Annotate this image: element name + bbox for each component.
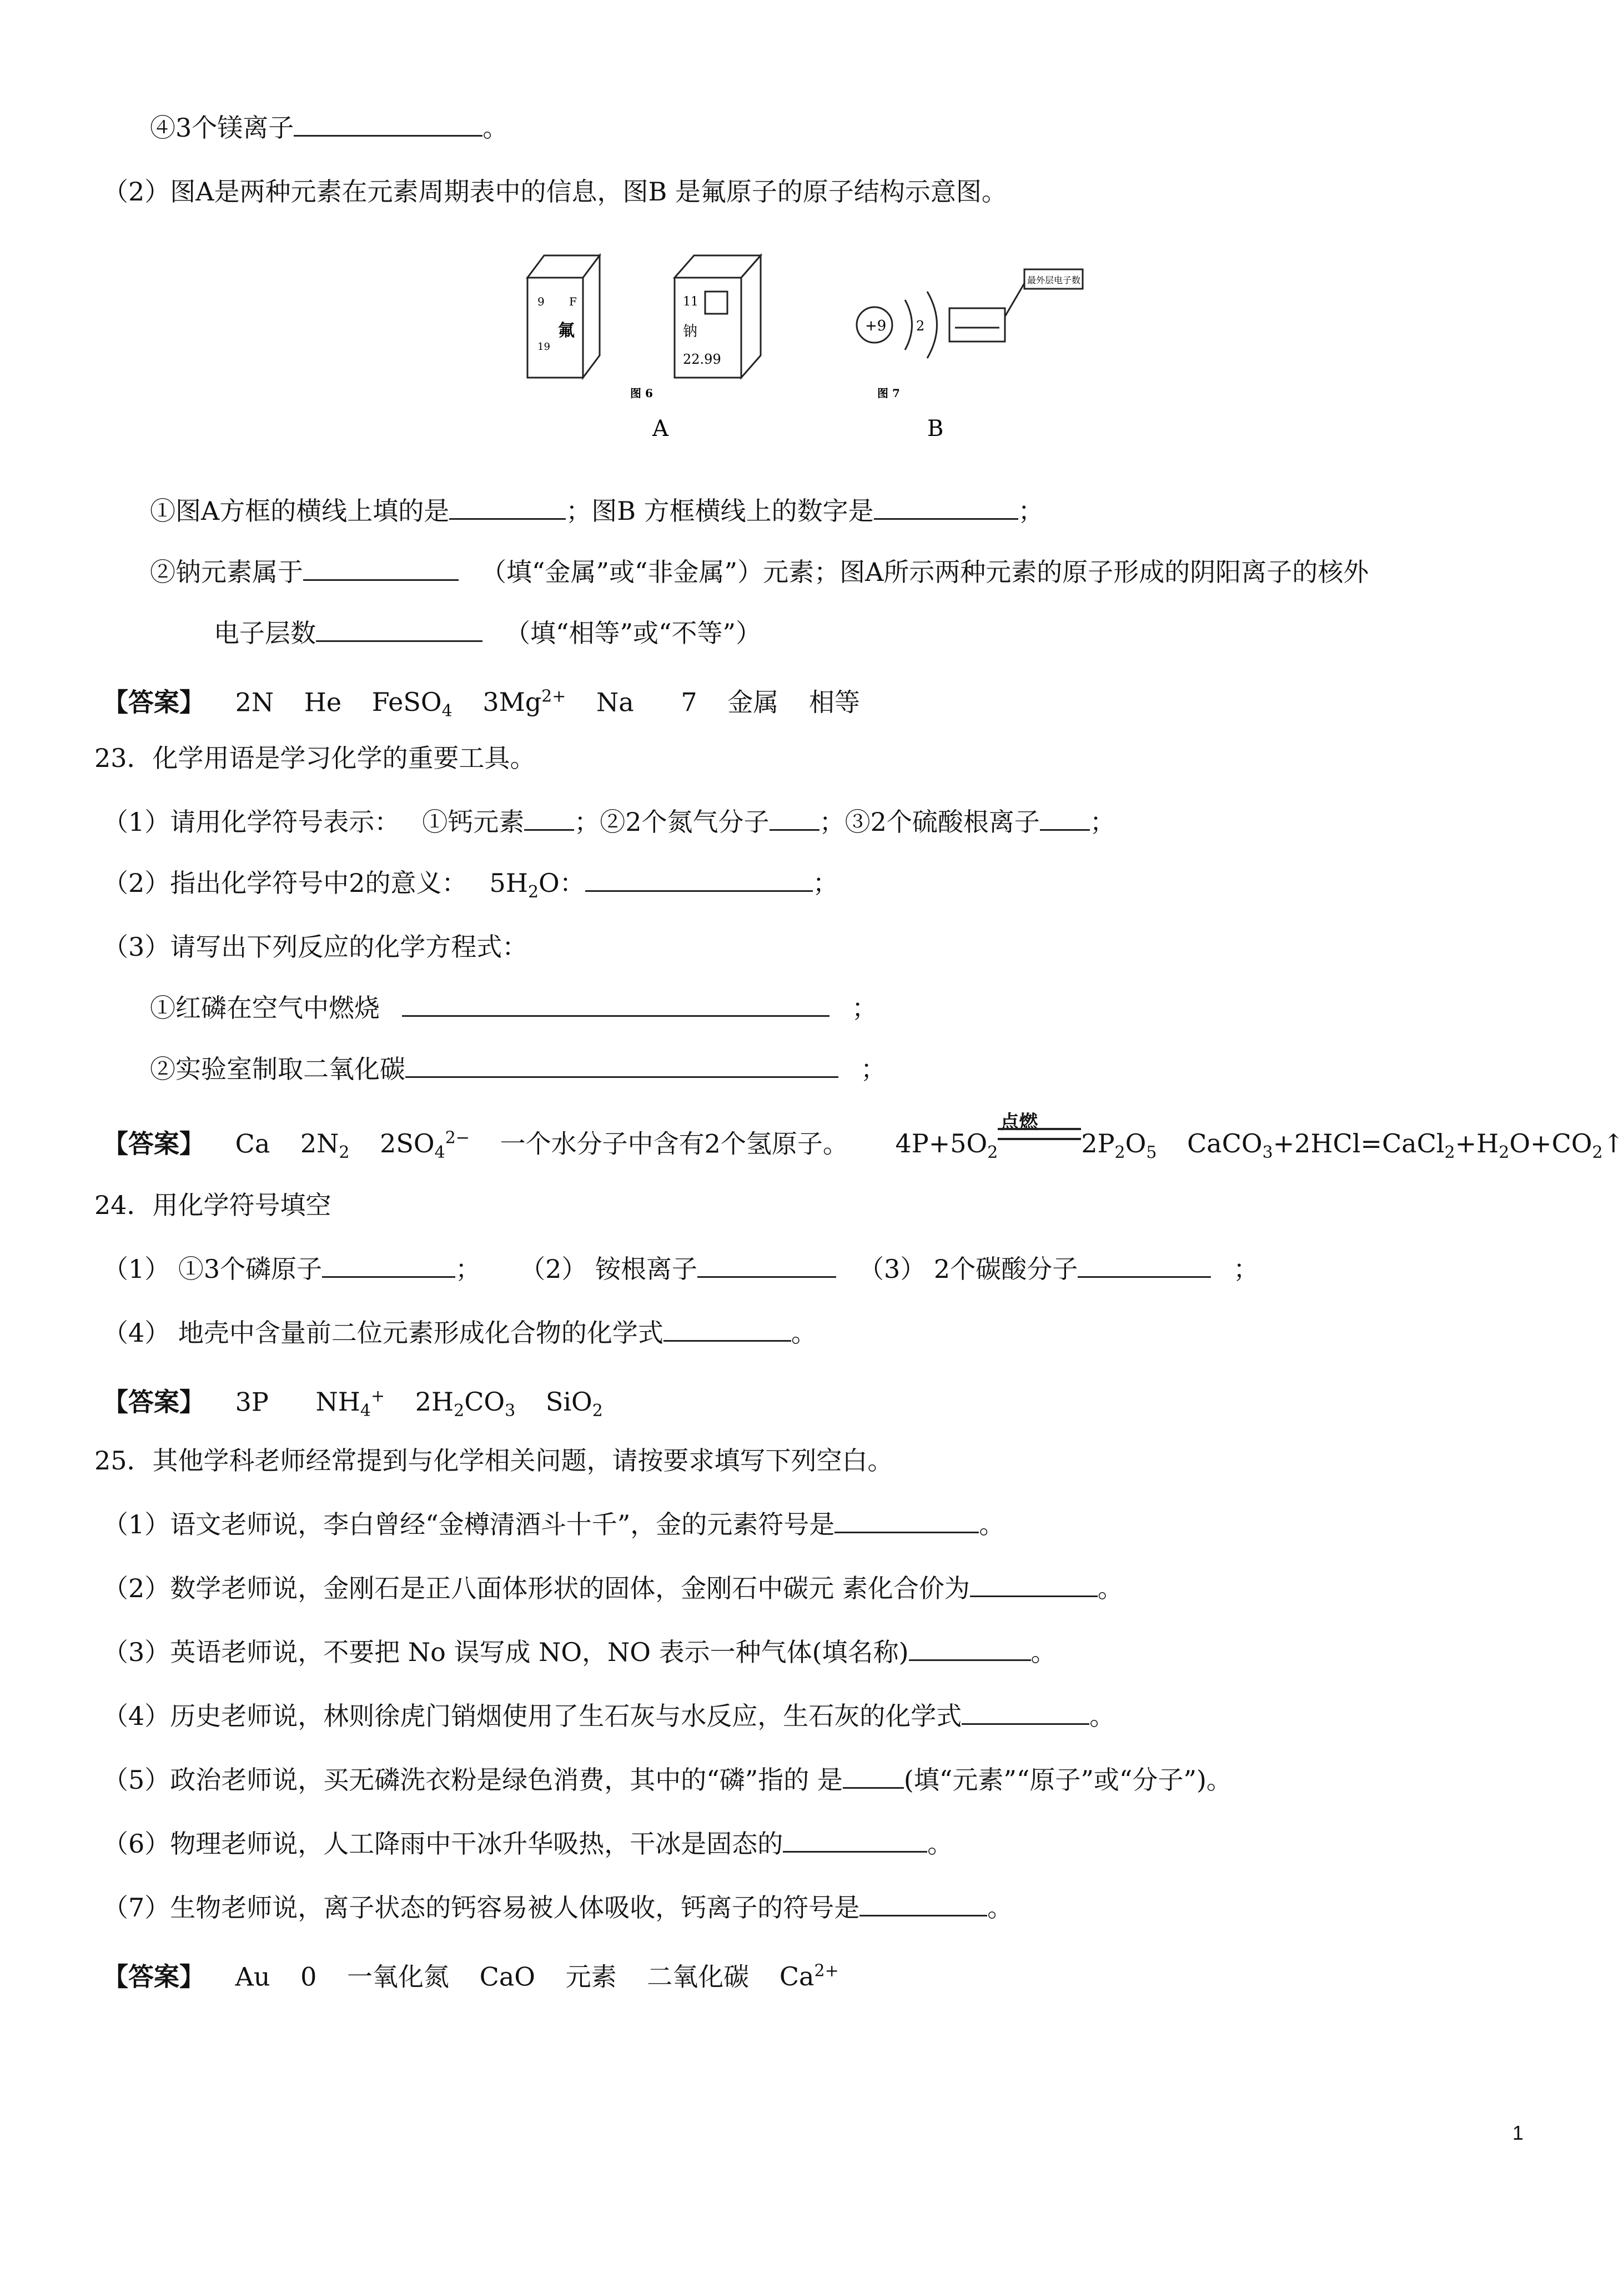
question-text: ①图A方框的横线上填的是	[150, 496, 450, 526]
figure-7-label: 图 7	[877, 387, 900, 400]
answer-equation: $CaCO_3+2HCl=CaCl_2+H_2O+CO_2↑$	[1187, 1128, 1624, 1163]
question-line	[103, 175, 1007, 208]
punct: ；	[1089, 807, 1115, 837]
periodic-box-fluorine	[527, 255, 600, 378]
question-line	[103, 1827, 953, 1860]
question-text: （5）政治老师说，买无磷洗衣粉是绿色消费，其中的“磷”指的 是	[103, 1765, 843, 1795]
answer-value: 二氧化碳	[647, 1961, 750, 1992]
question-text: （3）请写出下列反应的化学方程式：	[103, 932, 528, 962]
question-text: ①红磷在空气中燃烧	[150, 993, 380, 1023]
question-text: 24．用化学符号填空	[94, 1190, 331, 1220]
label-a: A	[652, 416, 668, 441]
question-text: （7）生物老师说，离子状态的钙容易被人体吸收，钙离子的符号是	[103, 1893, 860, 1923]
question-line	[150, 991, 877, 1025]
condition-label: 点燃	[1000, 1112, 1038, 1133]
punct: 。	[1030, 1637, 1057, 1667]
answer-tag: 【答案】	[103, 1961, 205, 1992]
question-line	[150, 494, 1044, 528]
question-text: （4）历史老师说，林则徐虎门销烟使用了生石灰与水反应，生石灰的化学式	[103, 1701, 962, 1731]
answer-blank	[1040, 807, 1090, 831]
question-line	[103, 930, 527, 964]
question-line	[103, 1572, 1123, 1605]
answer-value: $2H_2CO_3$	[415, 1387, 516, 1421]
answer-value: $2N_2$	[300, 1128, 350, 1163]
answer-value: 金属	[727, 687, 779, 717]
question-title	[94, 741, 536, 775]
question-line	[103, 1316, 817, 1349]
answer-blank	[322, 1254, 455, 1278]
question-text: （填“金属”或“非金属”）元素；图A所示两种元素的原子形成的阴阳离子的核外	[481, 557, 1369, 587]
answer-blank	[859, 1893, 987, 1916]
question-text: （2）指出化学符号中2的意义：	[103, 868, 467, 898]
answer-value: 元素	[565, 1961, 617, 1992]
answer-blank	[316, 618, 482, 642]
punct: 。	[1097, 1573, 1123, 1603]
answer-blank	[585, 868, 813, 892]
answer-blank	[962, 1701, 1089, 1725]
sodium-mass: 22.99	[683, 352, 721, 367]
question-text: ；图B 方框横线上的数字是	[566, 496, 874, 526]
question-title	[94, 1444, 893, 1477]
question-text: ；③2个硫酸根离子	[819, 807, 1040, 837]
answer-blank	[697, 1254, 836, 1278]
answer-blank	[834, 1509, 979, 1533]
question-text: （2） 铵根离子	[520, 1254, 698, 1284]
label-b: B	[927, 416, 944, 441]
sodium-atomic-number: 11	[683, 295, 698, 309]
answer-line	[103, 680, 860, 729]
question-line	[214, 616, 761, 650]
answer-value: 一氧化氮	[347, 1961, 450, 1992]
answer-blank	[843, 1765, 904, 1789]
sodium-name: 钠	[683, 323, 698, 340]
answer-equation: $4P+5O_2$ 点燃 $2P_2O_5$	[895, 1128, 1157, 1158]
answer-value: 3P	[235, 1387, 269, 1417]
answer-value: 相等	[808, 687, 860, 717]
answer-blank	[524, 807, 574, 831]
answer-value: CaO	[479, 1961, 535, 1992]
question-text: （1）请用化学符号表示：	[103, 807, 400, 837]
reaction-condition	[998, 1112, 1081, 1152]
element-diagram-figure	[516, 239, 1083, 450]
punct: 。	[791, 1318, 817, 1348]
question-line	[150, 111, 508, 144]
answer-blank	[874, 496, 1018, 520]
question-line	[103, 1252, 1259, 1286]
question-text: （2）图A是两种元素在元素周期表中的信息，图B 是氟原子的原子结构示意图。	[103, 177, 1007, 207]
question-text: ①钙元素	[422, 807, 525, 837]
question-text: （1）语文老师说，李白曾经“金樽清酒斗十千”，金的元素符号是	[103, 1509, 835, 1539]
fluorine-atomic-number: 9	[537, 295, 545, 308]
question-text: 电子层数	[214, 618, 316, 648]
callout-label: 最外层电子数	[1027, 275, 1081, 285]
question-line	[103, 805, 1115, 839]
answer-value: FeSO$_4$	[371, 687, 452, 721]
punct: ；	[455, 1254, 481, 1284]
answer-value: SiO$_2$	[545, 1387, 603, 1421]
question-text: ②实验室制取二氧化碳	[150, 1054, 405, 1084]
figure-6-label: 图 6	[630, 387, 653, 400]
fluorine-small-number: 19	[537, 341, 550, 353]
fluorine-symbol: F	[569, 295, 577, 308]
question-text: （填“相等”或“不等”）	[505, 618, 762, 648]
answer-blank	[970, 1573, 1098, 1597]
fluorine-name: 氟	[558, 321, 575, 340]
punct: 。	[1089, 1701, 1115, 1731]
answer-value: Ca	[235, 1128, 270, 1159]
question-text: 25．其他学科老师经常提到与化学相关问题，请按要求填写下列空白。	[94, 1446, 893, 1476]
answer-blank	[1078, 1254, 1211, 1278]
shell-electrons: 2	[916, 318, 925, 334]
punct: ；	[861, 1054, 886, 1084]
question-text: (填“元素”“原子”或“分子”)。	[903, 1765, 1232, 1795]
question-text: （3） 2个碳酸分子	[858, 1254, 1078, 1284]
question-text: ④3个镁离子	[150, 113, 294, 143]
equals-bar	[998, 1128, 1081, 1140]
question-text: （4） 地壳中含量前二位元素形成化合物的化学式	[103, 1318, 663, 1348]
answer-value: Au	[235, 1961, 270, 1992]
answer-value: 一个水分子中含有2个氢原子。	[500, 1128, 848, 1159]
question-line	[150, 1052, 886, 1086]
answer-blank	[294, 113, 482, 137]
answer-line	[103, 1955, 839, 1993]
punct: ；	[812, 868, 838, 898]
answer-value: $2SO_4^{2-}$	[380, 1128, 470, 1163]
answer-blank	[405, 1054, 838, 1078]
answer-value: He	[304, 687, 342, 717]
page-number: 1	[1512, 2121, 1524, 2144]
question-text: 23．化学用语是学习化学的重要工具。	[94, 743, 536, 773]
answer-value: 7	[681, 687, 697, 717]
answer-blank	[449, 496, 566, 520]
punct: ；	[852, 993, 877, 1023]
answer-line	[103, 1380, 603, 1428]
nucleus-charge: +9	[865, 318, 887, 334]
answer-value: 2N	[235, 687, 274, 717]
punct: 。	[987, 1893, 1013, 1923]
formula: O：	[539, 868, 585, 898]
answer-tag: 【答案】	[103, 1128, 205, 1159]
punct: 。	[979, 1509, 1005, 1539]
punct: ；	[1233, 1254, 1259, 1284]
question-text: ②钠元素属于	[150, 557, 303, 587]
question-line: （2）指出化学符号中2的意义： $5H_2O$： ；	[103, 868, 838, 902]
answer-value: Na	[596, 687, 634, 717]
answer-blank	[783, 1829, 927, 1853]
answer-blank	[770, 807, 819, 831]
answer-line	[103, 1112, 1624, 1170]
question-title	[94, 1188, 331, 1222]
answer-value: $NH_4^+$	[315, 1387, 385, 1421]
punct: 。	[482, 113, 509, 143]
answer-tag: 【答案】	[103, 687, 205, 717]
question-text: （1） ①3个磷原子	[103, 1254, 323, 1284]
question-line	[103, 1635, 1057, 1669]
answer-value: $3Mg^{2+}$	[482, 687, 566, 717]
question-line	[150, 555, 1369, 589]
punct: ；	[1018, 496, 1044, 526]
question-line	[103, 1508, 1004, 1541]
answer-value: 0	[300, 1961, 317, 1992]
formula: 5H	[489, 868, 528, 898]
question-text: ；②2个氮气分子	[574, 807, 770, 837]
question-text: （6）物理老师说，人工降雨中干冰升华吸热，干冰是固态的	[103, 1829, 783, 1859]
question-text: （2）数学老师说，金刚石是正八面体形状的固体，金刚石中碳元 素化合价为	[103, 1573, 970, 1603]
question-text: （3）英语老师说，不要把 No 误写成 NO，NO 表示一种气体(填名称)	[103, 1637, 909, 1667]
question-line	[103, 1699, 1115, 1733]
answer-blank	[663, 1318, 791, 1342]
answer-blank	[909, 1637, 1031, 1661]
answer-blank	[303, 557, 459, 581]
answer-value: $Ca^{2+}$	[779, 1961, 839, 1992]
punct: 。	[927, 1829, 953, 1859]
question-line	[103, 1891, 1013, 1924]
answer-blank	[402, 993, 829, 1017]
answer-tag: 【答案】	[103, 1387, 205, 1417]
question-line	[103, 1763, 1232, 1797]
